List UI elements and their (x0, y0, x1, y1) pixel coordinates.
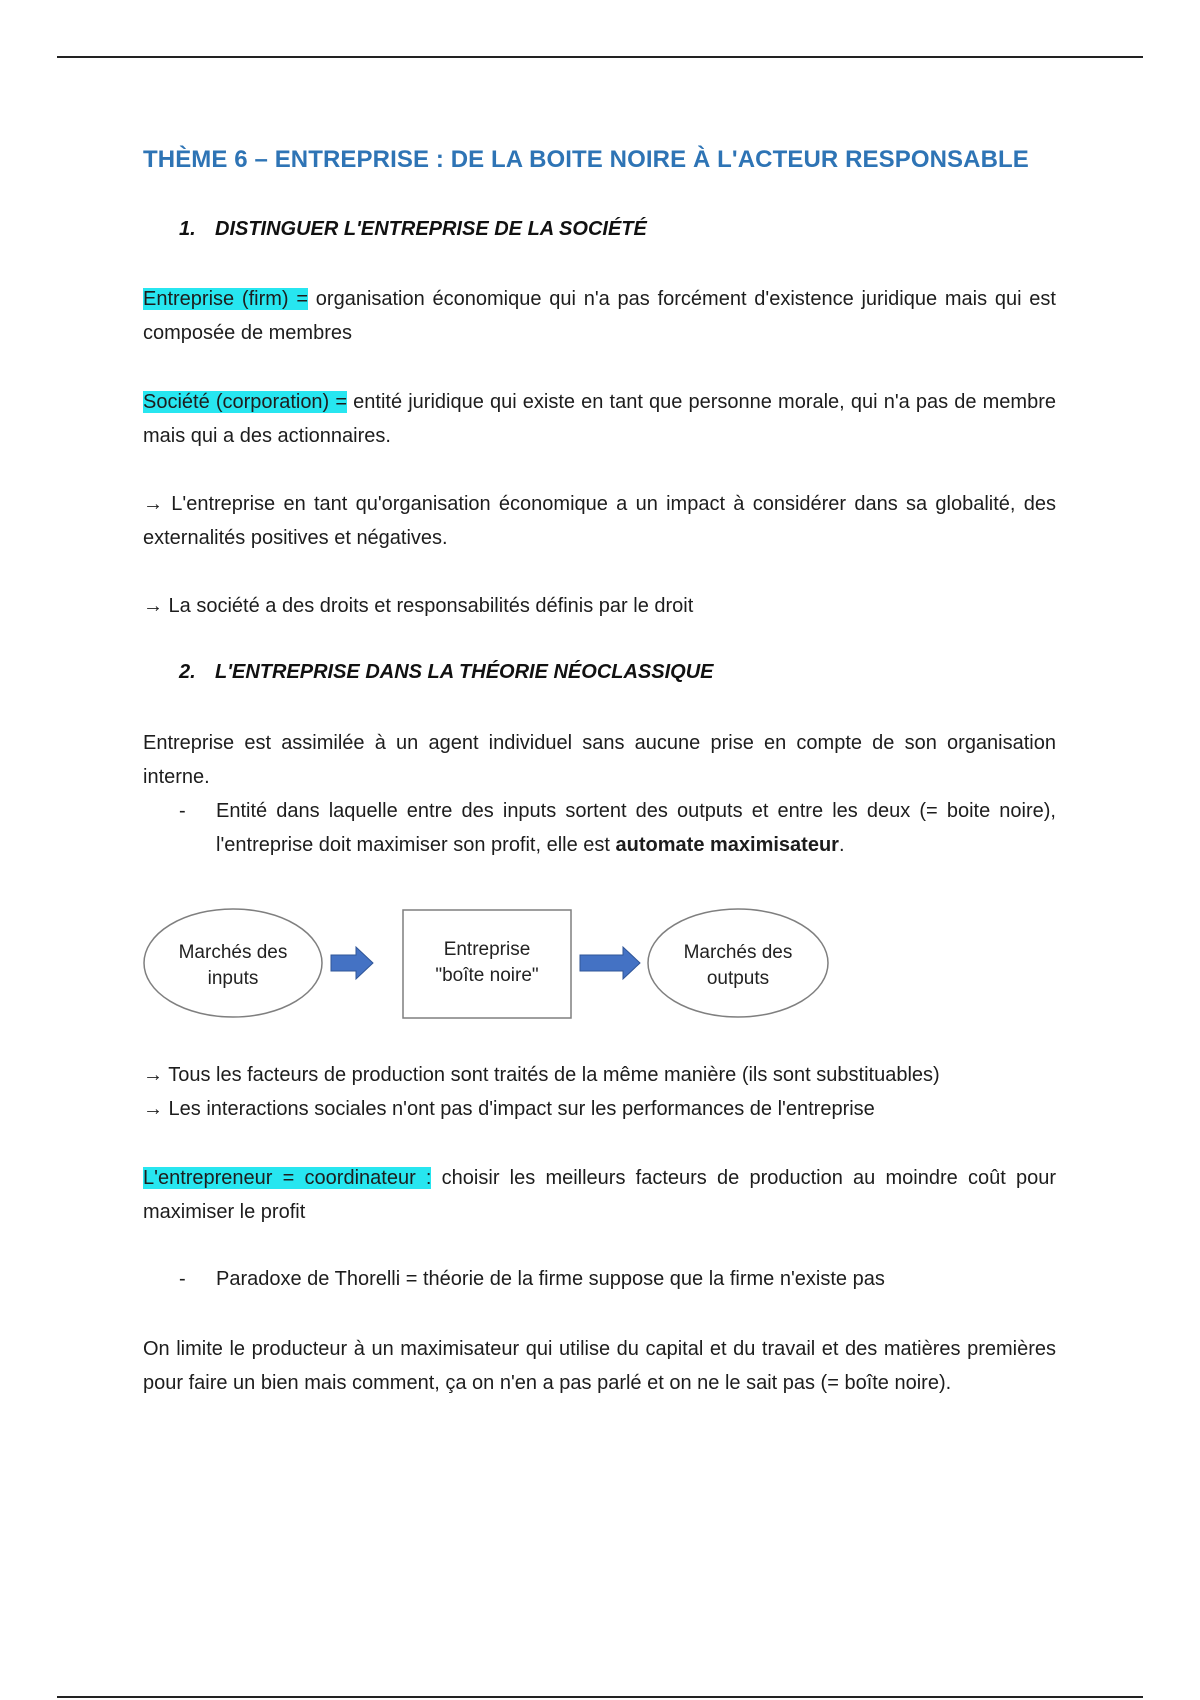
list-item (143, 794, 1056, 862)
point-text: L'entreprise en tant qu'organisation économique a un impact à considérer dans sa globalité, des externalités positives et négatives. (143, 493, 1056, 549)
black-box-diagram (143, 898, 843, 1026)
intro-text: Entreprise est assimilée à un agent individuel sans aucune prise en compte de son organisation interne. (143, 732, 1056, 788)
inputs-market-label-1: Marchés des (178, 942, 288, 963)
point-societe-droits (143, 589, 1056, 623)
right-arrow-icon: → (143, 595, 163, 617)
definition-text: choisir les meilleurs facteurs de production au moindre coût pour maximiser le profit (143, 1167, 1056, 1223)
highlighted-term: Société (corporation) = (143, 391, 348, 413)
list-item (143, 1262, 1056, 1296)
point-text: Les interactions sociales n'ont pas d'impact sur les performances de l'entreprise (163, 1098, 875, 1120)
bullet-end: . (838, 834, 845, 856)
bold-term: automate maximisateur (615, 834, 839, 856)
arrow-right-icon (580, 947, 640, 979)
inputs-market-node (144, 909, 322, 1017)
section-heading-2 (179, 661, 714, 684)
section-heading-1 (179, 218, 647, 241)
highlighted-term: L'entrepreneur = coordinateur : (143, 1167, 432, 1189)
definition-text: entité juridique qui existe en tant que personne morale, qui n'a pas de membre mais qui a des actionnaires. (143, 391, 1056, 447)
dash-marker: - (179, 1268, 186, 1290)
closing-text: On limite le producteur à un maximisateur qui utilise du capital et du travail et des matières premières pour faire un bien mais comment, ça on n'en a pas parlé et on ne le sait pas (= boîte noire). (143, 1338, 1056, 1394)
highlighted-term: Entreprise (firm) = (143, 288, 309, 310)
entreprise-label-2: "boîte noire" (435, 965, 539, 986)
right-arrow-icon: → (143, 493, 163, 515)
top-rule (57, 56, 1143, 58)
outputs-market-label-1: Marchés des (683, 942, 793, 963)
right-arrow-icon: → (143, 1098, 163, 1120)
section-number: 1. (179, 218, 196, 240)
point-entreprise-impact (143, 487, 1056, 555)
entreprise-label-1: Entreprise (443, 939, 531, 960)
definition-entrepreneur (143, 1161, 1056, 1229)
point-text: La société a des droits et responsabilités définis par le droit (163, 595, 694, 617)
outputs-market-label-2: outputs (706, 968, 770, 989)
right-arrow-icon: → (143, 1064, 163, 1086)
list-item (143, 1058, 1056, 1092)
list-item-text (216, 794, 1056, 862)
arrow-right-icon (331, 947, 373, 979)
definition-entreprise (143, 282, 1056, 350)
neoclassical-intro (143, 726, 1056, 794)
bullet-text: Entité dans laquelle entre des inputs sortent des outputs et entre les deux (= boite noire), l'entreprise doit maximiser son profit, elle est (216, 800, 1056, 856)
outputs-market-node (648, 909, 828, 1017)
page-title: THÈME 6 – ENTREPRISE : DE LA BOITE NOIRE À L'ACTEUR RESPONSABLE (143, 146, 1029, 173)
section-title: DISTINGUER L'ENTREPRISE DE LA SOCIÉTÉ (215, 218, 647, 240)
definition-text: organisation économique qui n'a pas forcément d'existence juridique mais qui est composée de membres (143, 288, 1056, 344)
bottom-rule (57, 1696, 1143, 1698)
closing-paragraph (143, 1332, 1056, 1400)
entreprise-black-box-node (403, 910, 571, 1018)
dash-marker: - (179, 800, 186, 822)
list-item-text: Paradoxe de Thorelli = théorie de la firme suppose que la firme n'existe pas (216, 1268, 885, 1290)
section-number: 2. (179, 661, 196, 683)
inputs-market-label-2: inputs (207, 968, 259, 989)
section-title: L'ENTREPRISE DANS LA THÉORIE NÉOCLASSIQUE (215, 661, 714, 683)
definition-societe (143, 385, 1056, 453)
list-item (143, 1092, 1056, 1126)
point-text: Tous les facteurs de production sont traités de la même manière (ils sont substituables) (163, 1064, 940, 1086)
consequences-list (143, 1058, 1056, 1126)
